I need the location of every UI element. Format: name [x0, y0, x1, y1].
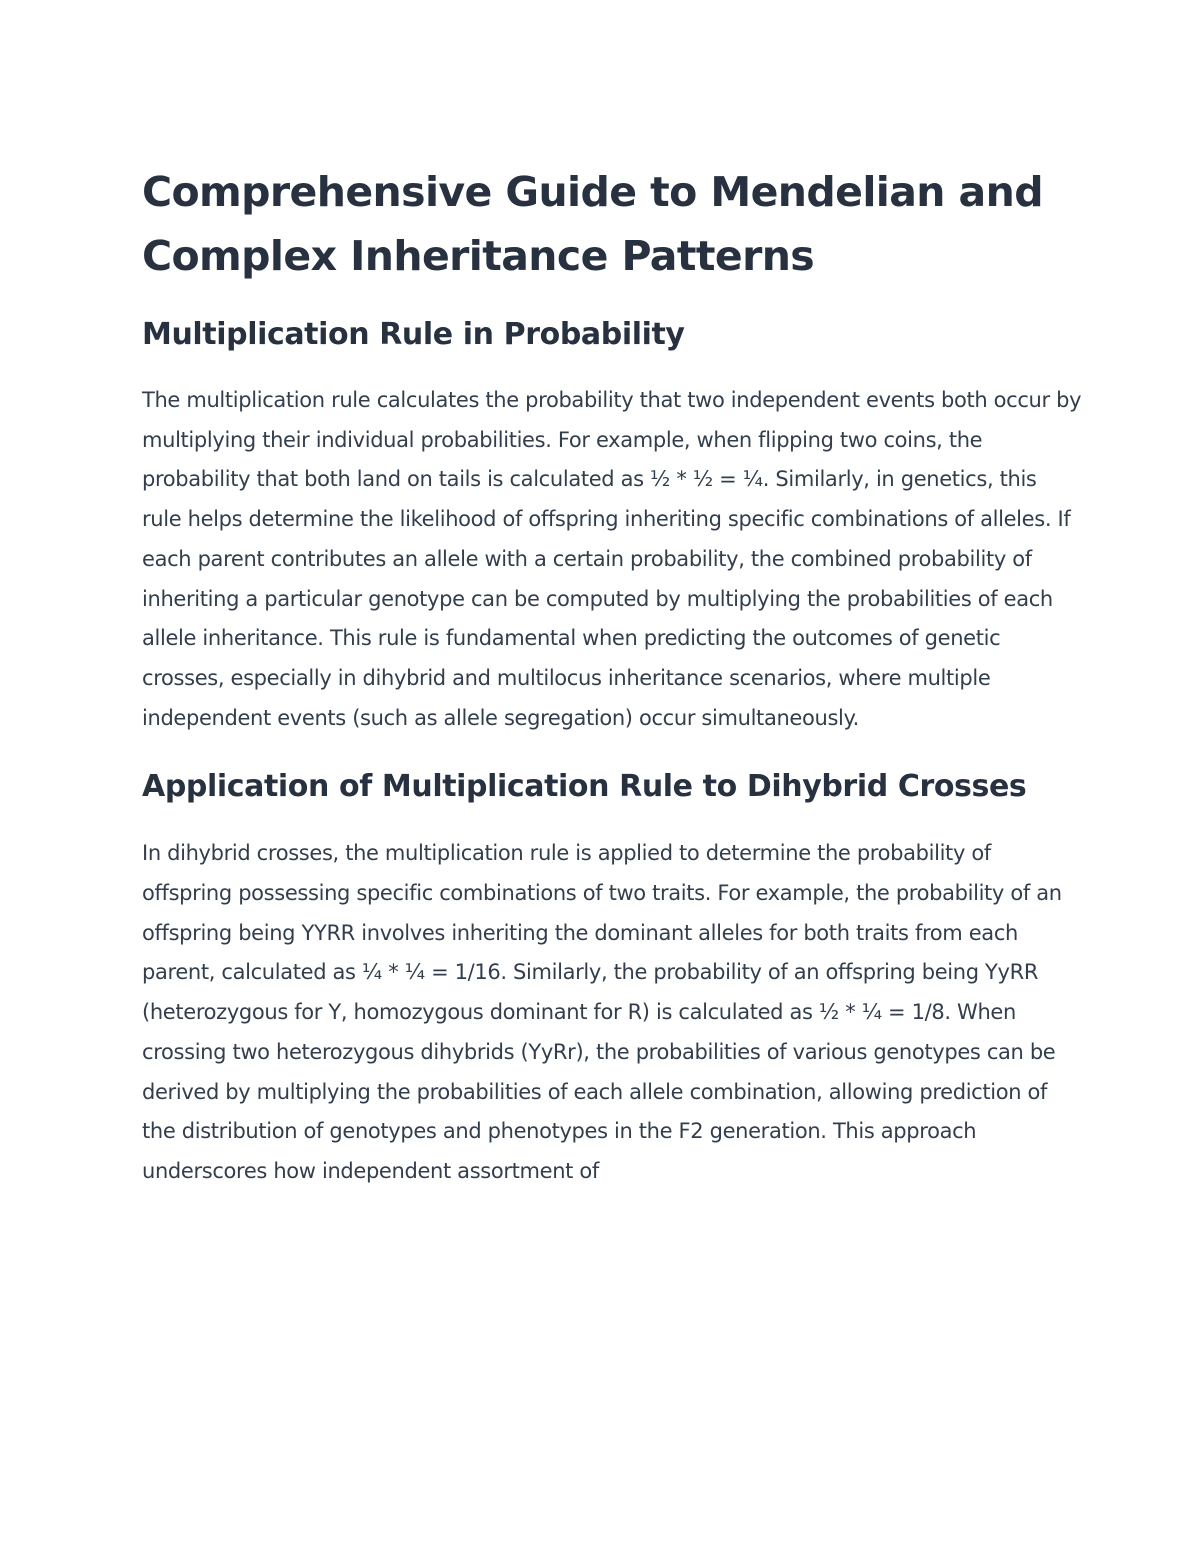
- document-page: [142, 160, 1082, 1192]
- document-title: Comprehensive Guide to Mendelian and Complex Inheritance Patterns: [142, 168, 1043, 280]
- section-paragraph-multiplication-rule: The multiplication rule calculates the probability that two independent events both occur by multiplying their individual probabilities. For example, when flipping two coins, the probability that both land on tails is calculated as ½ * ½ = ¼. Similarly, in genetics, this rule helps determine the likelihood of offspring inheriting specific combinations of alleles. If each parent contributes an allele with a certain probability, the combined probability of inheriting a particular genotype can be computed by multiplying the probabilities of each allele inheritance. This rule is fundamental when predicting the outcomes of genetic crosses, especially in dihybrid and multilocus inheritance scenarios, where multiple independent events (such as allele segregation) occur simultaneously.: [142, 388, 1082, 730]
- section-paragraph-dihybrid-crosses: In dihybrid crosses, the multiplication rule is applied to determine the probability of offspring possessing specific combinations of two traits. For example, the probability of an offspring being YYRR involves inheriting the dominant alleles for both traits from each parent, calculated as ¼ * ¼ = 1/16. Similarly, the probability of an offspring being YyRR (heterozygous for Y, homozygous dominant for R) is calculated as ½ * ¼ = 1/8. When crossing two heterozygous dihybrids (YyRr), the probabilities of various genotypes can be derived by multiplying the probabilities of each allele combination, allowing prediction of the distribution of genotypes and phenotypes in the F2 generation. This approach underscores how independent assortment of: [142, 841, 1062, 1183]
- section-heading-multiplication-rule: Multiplication Rule in Probability: [142, 317, 685, 352]
- section-heading-dihybrid-crosses: Application of Multiplication Rule to Dihybrid Crosses: [142, 769, 1027, 805]
